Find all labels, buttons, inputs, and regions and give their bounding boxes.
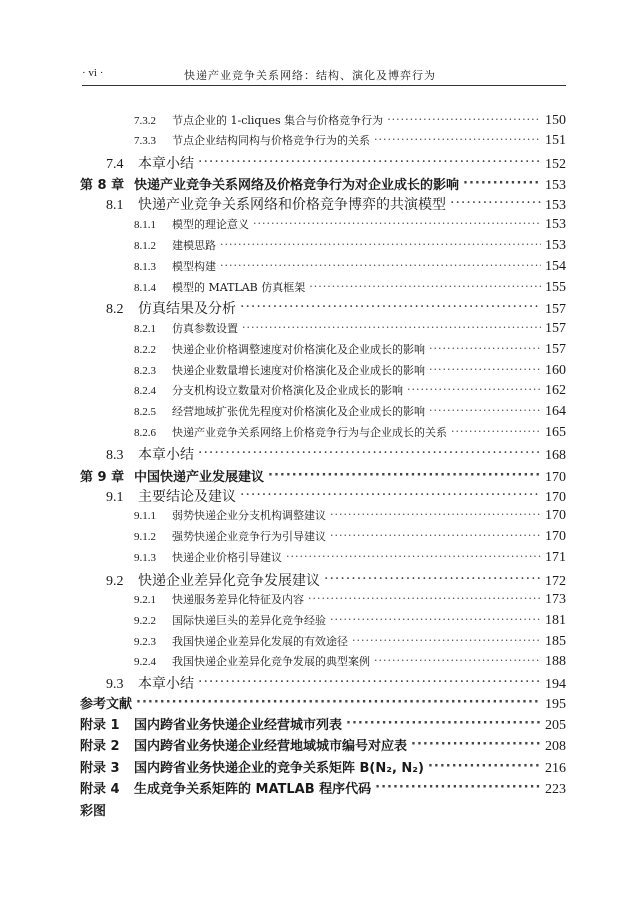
toc-entry-page: 162 <box>545 383 566 398</box>
toc-entry-page: 208 <box>545 739 566 754</box>
toc-entry[interactable] <box>106 298 566 318</box>
toc-entry[interactable] <box>134 279 566 296</box>
toc-entry-page: 170 <box>545 470 566 485</box>
toc-entry-title: 本章小结 <box>138 156 194 172</box>
toc-entry-title: 快递企业数量增长速度对价格演化及企业成长的影响 <box>172 364 425 377</box>
toc-dot-leader <box>352 634 541 645</box>
toc-entry[interactable] <box>80 466 566 486</box>
toc-entry-page: 152 <box>545 157 566 172</box>
toc-entry[interactable] <box>106 153 566 173</box>
toc-entry[interactable] <box>134 549 566 566</box>
toc-entry[interactable] <box>80 757 566 777</box>
toc-entry-number: 8.1.2 <box>134 240 156 252</box>
toc-entry-number: 8.2.5 <box>134 406 156 418</box>
toc-entry-title: 弱势快递企业分支机构调整建议 <box>172 509 326 522</box>
toc-entry[interactable] <box>134 507 566 524</box>
toc-entry-title: 本章小结 <box>138 447 194 463</box>
toc-entry-number: 9.2.1 <box>134 594 156 606</box>
toc-dot-leader <box>220 238 541 249</box>
toc-entry-title: 我国快递企业差异化发展的有效途径 <box>172 635 348 648</box>
toc-entry-number: 附录 4 <box>80 782 120 797</box>
toc-dot-leader <box>374 133 541 144</box>
toc-entry-page: 216 <box>545 761 566 776</box>
toc-dot-leader <box>240 299 541 313</box>
toc-entry-title: 国内跨省业务快递企业的竞争关系矩阵 B(N₂, N₂) <box>134 761 424 776</box>
toc-dot-leader <box>330 613 541 624</box>
toc-dot-leader <box>428 759 541 772</box>
toc-dot-leader <box>242 321 541 332</box>
toc-entry-title: 建模思路 <box>172 239 216 252</box>
toc-entry-page: 195 <box>545 697 566 712</box>
toc-entry-number: 9.2.2 <box>134 615 156 627</box>
toc-entry-number: 7.3.2 <box>134 115 156 127</box>
toc-entry[interactable] <box>134 382 566 399</box>
toc-entry-page: 194 <box>545 677 566 692</box>
toc-entry-page: 150 <box>545 113 566 128</box>
toc-entry[interactable] <box>134 528 566 545</box>
toc-dot-leader <box>330 529 541 540</box>
toc-entry-title: 模型的理论意义 <box>172 218 249 231</box>
toc-entry-page: 155 <box>545 280 566 295</box>
toc-entry-title: 仿真参数设置 <box>172 322 238 335</box>
toc-dot-leader <box>451 425 541 436</box>
toc-dot-leader <box>198 674 541 688</box>
toc-entry-title: 国内跨省业务快递企业经营城市列表 <box>134 718 343 733</box>
toc-entry[interactable] <box>80 800 566 819</box>
toc-entry-number: 9.2.3 <box>134 636 156 648</box>
toc-entry[interactable] <box>80 174 566 194</box>
toc-entry-number: 附录 3 <box>80 761 120 776</box>
toc-entry[interactable] <box>134 653 566 670</box>
toc-entry-page: 170 <box>545 508 566 523</box>
toc-entry[interactable] <box>134 424 566 441</box>
toc-dot-leader <box>429 342 541 353</box>
toc-entry-number: 8.1.3 <box>134 261 156 273</box>
toc-entry-number: 8.2.3 <box>134 365 156 377</box>
toc-entry-number: 8.2.6 <box>134 427 156 439</box>
toc-entry-title: 节点企业的 1-cliques 集合与价格竞争行为 <box>172 114 384 127</box>
toc-entry-number: 9.2 <box>106 574 124 589</box>
toc-entry-number: 8.2 <box>106 302 124 317</box>
toc-entry-title: 快递企业差异化竞争发展建议 <box>138 573 320 589</box>
toc-entry[interactable] <box>80 778 566 798</box>
toc-entry-page: 153 <box>545 178 566 193</box>
toc-dot-leader <box>136 695 541 708</box>
toc-entry[interactable] <box>134 258 566 275</box>
toc-entry-title: 快递产业竞争关系网络及价格竞争行为对企业成长的影响 <box>134 178 460 193</box>
toc-entry-number: 9.2.4 <box>134 656 156 668</box>
toc-entry-title: 快递产业竞争关系网络和价格竞争博弈的共演模型 <box>138 197 446 213</box>
toc-dot-leader <box>429 404 541 415</box>
toc-entry[interactable] <box>134 612 566 629</box>
toc-dot-leader <box>330 508 541 519</box>
toc-entry[interactable] <box>134 216 566 233</box>
toc-entry-title: 中国快递产业发展建议 <box>134 470 265 485</box>
toc-entry-page: 153 <box>545 238 566 253</box>
toc-entry-page: 170 <box>545 529 566 544</box>
toc-entry-number: 9.1 <box>106 490 124 505</box>
toc-entry[interactable] <box>106 570 566 590</box>
toc-entry-number: 9.1.3 <box>134 552 156 564</box>
toc-entry[interactable] <box>134 112 566 129</box>
toc-dot-leader <box>220 259 541 270</box>
toc-entry-page: 164 <box>545 404 566 419</box>
toc-entry-page: 153 <box>545 217 566 232</box>
toc-dot-leader <box>286 550 541 561</box>
toc-entry[interactable] <box>134 237 566 254</box>
toc-entry[interactable] <box>106 673 566 693</box>
page-number-label: · vi · <box>82 67 104 79</box>
toc-entry-number: 8.1 <box>106 198 124 213</box>
toc-entry[interactable] <box>134 320 566 337</box>
toc-dot-leader <box>411 737 541 750</box>
toc-entry-number: 8.3 <box>106 448 124 463</box>
toc-dot-leader <box>308 592 541 603</box>
toc-entry-page: 185 <box>545 634 566 649</box>
toc-entry[interactable] <box>134 633 566 650</box>
toc-entry[interactable] <box>106 444 566 464</box>
toc-entry-title: 经营地域扩张优先程度对价格演化及企业成长的影响 <box>172 405 425 418</box>
toc-entry-page: 160 <box>545 363 566 378</box>
toc-entry-title: 快递服务差异化特征及内容 <box>172 593 304 606</box>
toc-dot-leader <box>268 468 541 481</box>
toc-entry-title: 快递产业竞争关系网络上价格竞争行为与企业成长的关系 <box>172 426 447 439</box>
toc-entry-page: 171 <box>545 550 566 565</box>
toc-entry-title: 模型构建 <box>172 260 216 273</box>
toc-entry-page: 188 <box>545 654 566 669</box>
toc-entry-number: 8.1.1 <box>134 219 156 231</box>
toc-entry[interactable] <box>134 132 566 149</box>
toc-entry[interactable] <box>134 403 566 420</box>
running-title: 快递产业竞争关系网络：结构、演化及博弈行为 <box>184 69 436 82</box>
toc-dot-leader <box>407 383 541 394</box>
toc-dot-leader <box>429 363 541 374</box>
toc-dot-leader <box>463 176 541 189</box>
toc-entry-page: 168 <box>545 448 566 463</box>
toc-dot-leader <box>309 280 541 291</box>
toc-entry-page: 151 <box>545 133 566 148</box>
toc-entry-page: 157 <box>545 342 566 357</box>
toc-entry-number: 9.1.1 <box>134 510 156 522</box>
toc-entry-title: 模型的 MATLAB 仿真框架 <box>172 281 306 294</box>
toc-entry[interactable] <box>106 486 566 506</box>
toc-dot-leader <box>240 487 541 501</box>
toc-entry-number: 8.2.4 <box>134 385 156 397</box>
toc-entry-page: 181 <box>545 613 566 628</box>
toc-entry-page: 223 <box>545 782 566 797</box>
toc-dot-leader <box>198 445 541 459</box>
toc-entry[interactable] <box>80 714 566 734</box>
toc-entry-number: 第 9 章 <box>80 470 125 485</box>
toc-dot-leader <box>198 154 541 168</box>
toc-dot-leader <box>375 780 541 793</box>
toc-entry-title: 国际快递巨头的差异化竞争经验 <box>172 614 326 627</box>
toc-dot-leader <box>450 195 541 209</box>
toc-entry-title: 我国快递企业差异化竞争发展的典型案例 <box>172 655 370 668</box>
toc-entry[interactable] <box>134 591 566 608</box>
toc-entry-page: 154 <box>545 259 566 274</box>
toc-entry-title: 分支机构设立数量对价格演化及企业成长的影响 <box>172 384 403 397</box>
toc-entry-title: 彩图 <box>80 804 107 819</box>
toc-dot-leader <box>387 113 541 124</box>
toc-entry-number: 9.3 <box>106 677 124 692</box>
toc-entry[interactable] <box>134 362 566 379</box>
toc-dot-leader <box>253 217 541 228</box>
toc-entry[interactable] <box>106 194 566 214</box>
toc-entry-page: 205 <box>545 718 566 733</box>
toc-entry-number: 7.3.3 <box>134 135 156 147</box>
toc-entry-title: 仿真结果及分析 <box>138 301 236 317</box>
toc-entry[interactable] <box>80 693 566 713</box>
toc-entry-title: 国内跨省业务快递企业经营地域城市编号对应表 <box>134 739 408 754</box>
toc-entry[interactable] <box>134 341 566 358</box>
toc-entry-title: 节点企业结构同构与价格竞争行为的关系 <box>172 134 370 147</box>
toc-entry-number: 附录 2 <box>80 739 120 754</box>
toc-entry-page: 170 <box>545 490 566 505</box>
toc-entry-title: 快递企业价格引导建议 <box>172 551 282 564</box>
toc-entry-number: 9.1.2 <box>134 531 156 543</box>
toc-dot-leader <box>346 716 541 729</box>
toc-entry-title: 参考文献 <box>80 697 133 712</box>
toc-dot-leader <box>374 654 541 665</box>
toc-entry-page: 157 <box>545 321 566 336</box>
toc-entry-page: 153 <box>545 198 566 213</box>
toc-entry-number: 8.2.1 <box>134 323 156 335</box>
toc-entry-page: 173 <box>545 592 566 607</box>
toc-entry-title: 强势快递企业竞争行为引导建议 <box>172 530 326 543</box>
toc-entry-number: 第 8 章 <box>80 178 125 193</box>
toc-entry-title: 主要结论及建议 <box>138 489 236 505</box>
toc-entry-page: 165 <box>545 425 566 440</box>
running-header <box>82 67 566 86</box>
toc-entry-number: 7.4 <box>106 157 124 172</box>
toc-entry-page: 157 <box>545 302 566 317</box>
toc-entry-title: 生成竞争关系矩阵的 MATLAB 程序代码 <box>134 782 372 797</box>
toc-entry-title: 本章小结 <box>138 676 194 692</box>
toc-entry-page: 172 <box>545 574 566 589</box>
toc-entry-number: 附录 1 <box>80 718 120 733</box>
toc-entry-title: 快递企业价格调整速度对价格演化及企业成长的影响 <box>172 343 425 356</box>
toc-entry-number: 8.1.4 <box>134 282 156 294</box>
toc-entry-number: 8.2.2 <box>134 344 156 356</box>
toc-dot-leader <box>324 571 541 585</box>
toc-entry[interactable] <box>80 735 566 755</box>
